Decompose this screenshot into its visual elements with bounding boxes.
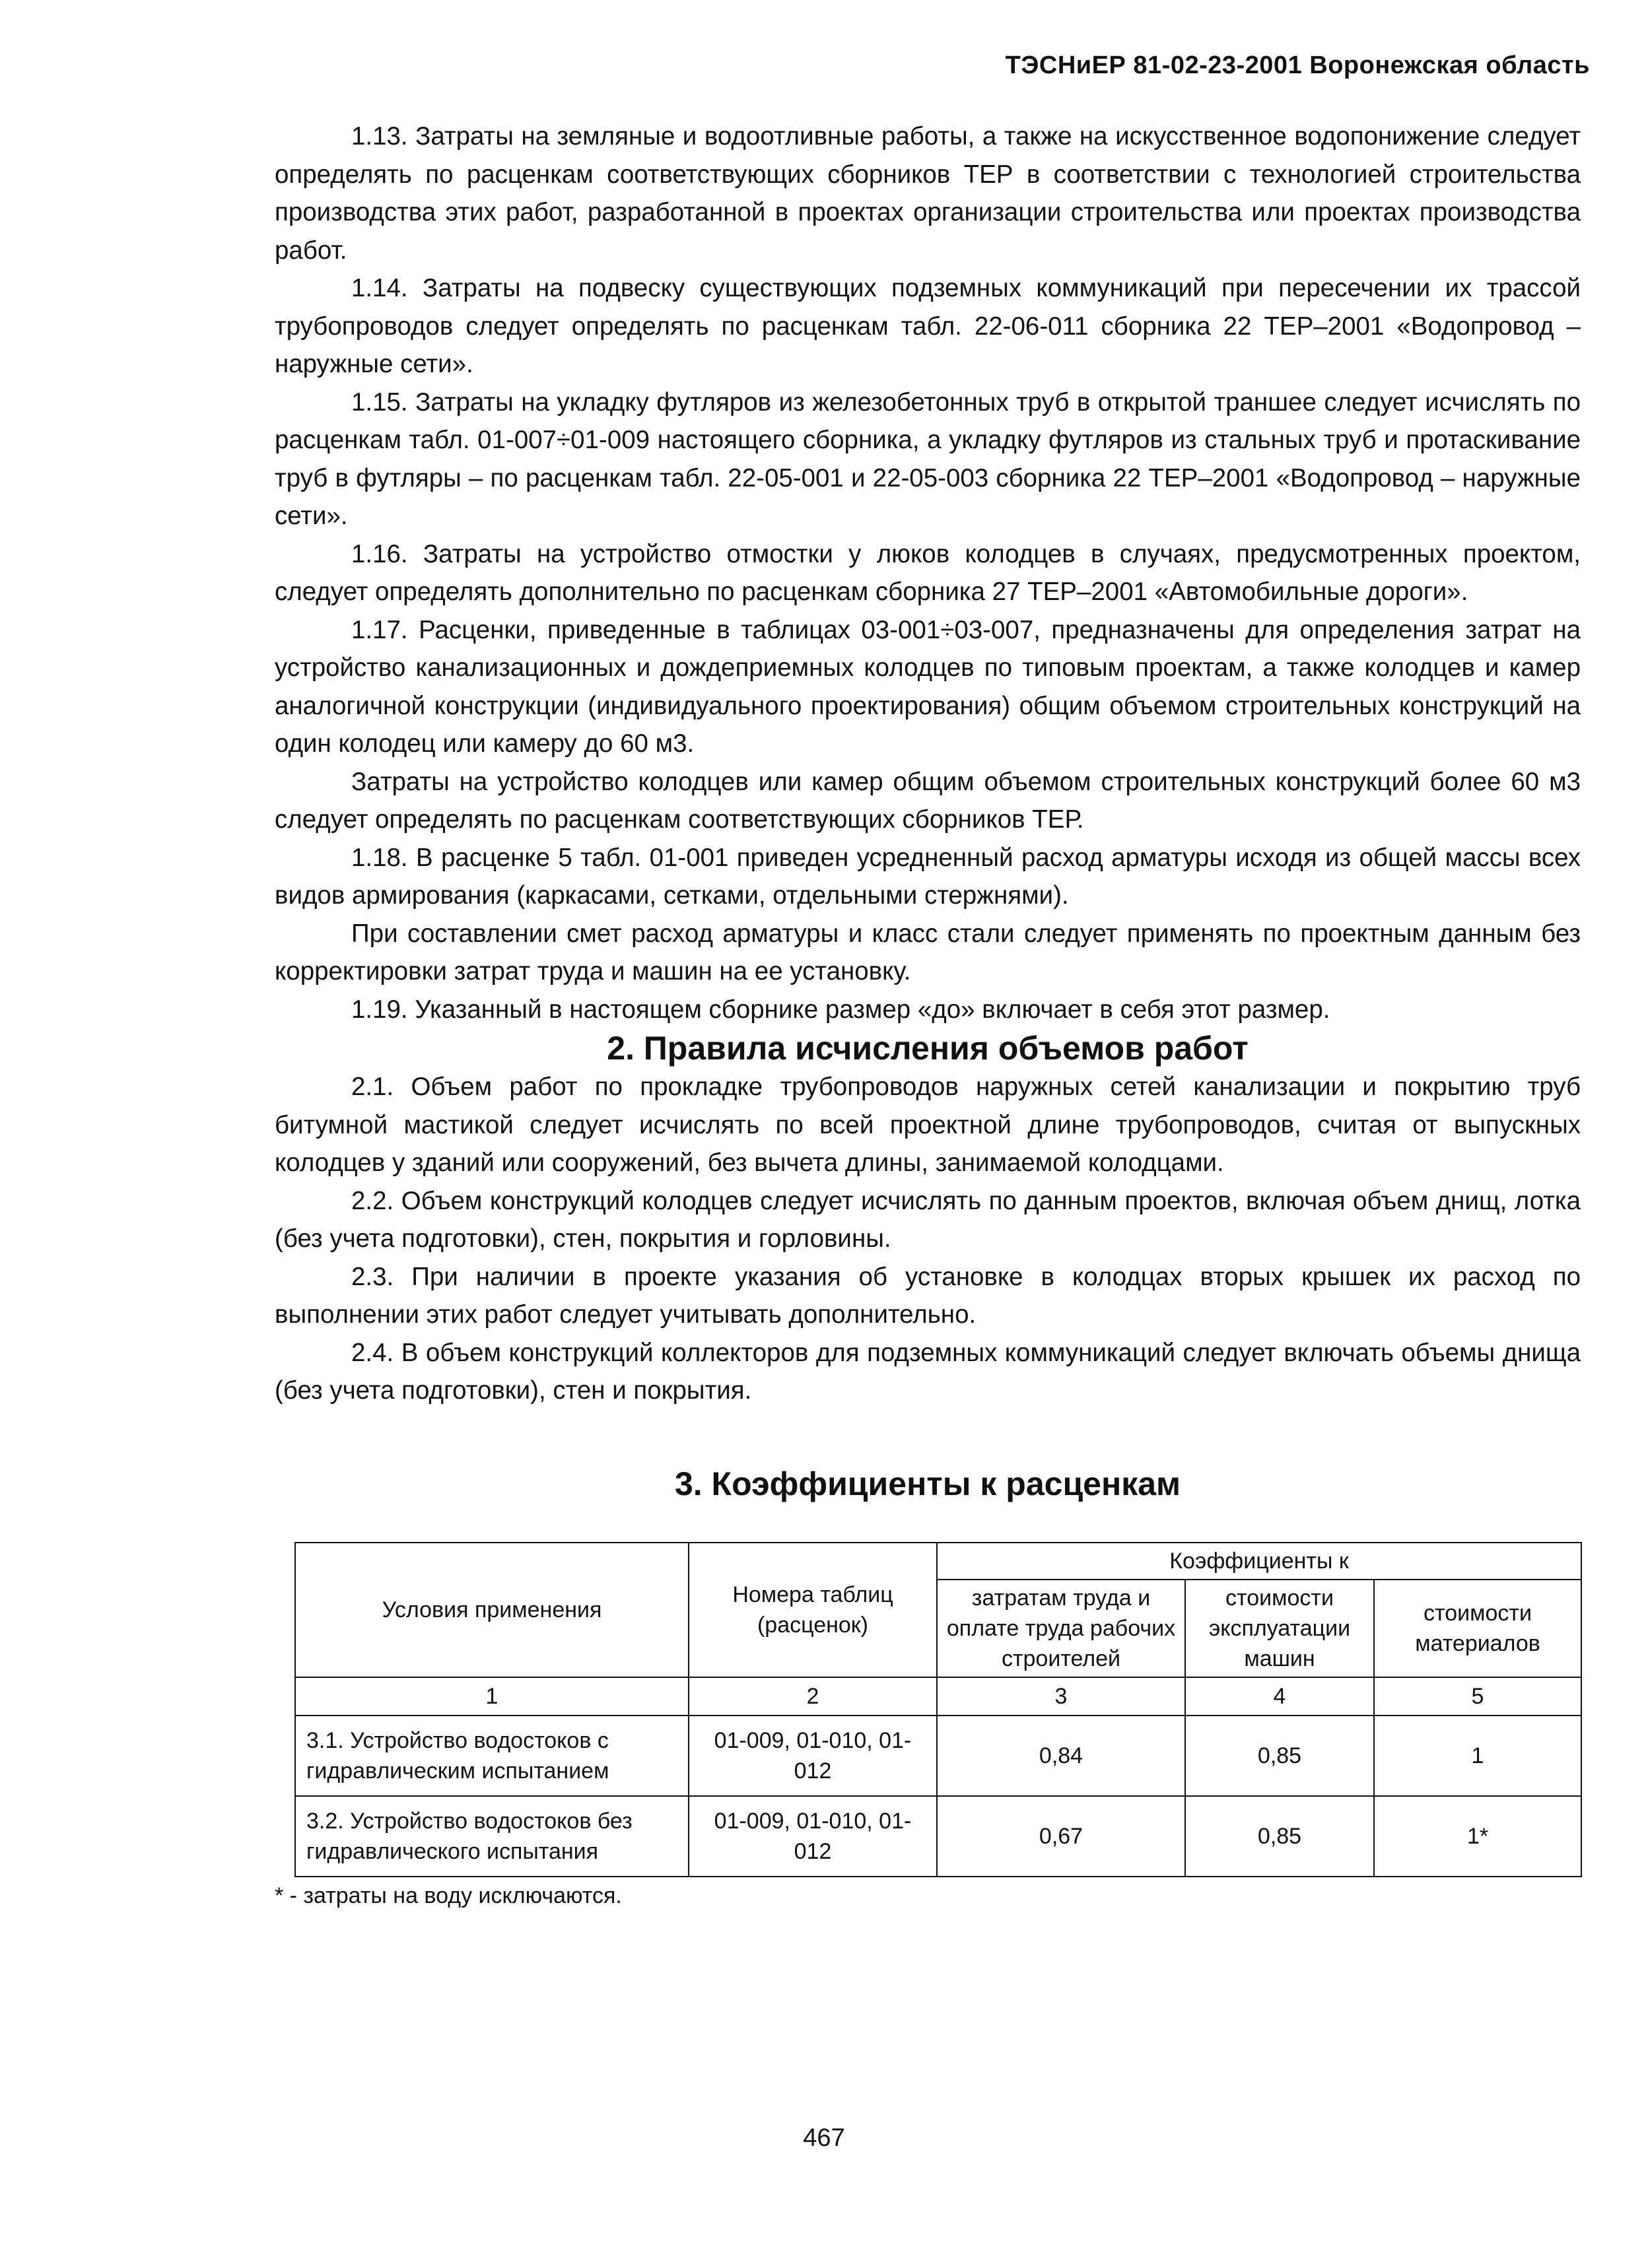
cell-tables: 01-009, 01-010, 01-012 xyxy=(689,1716,937,1796)
paragraph-1-14: 1.14. Затраты на подвеску существующих подземных коммуникаций при пересечении их трассой трубопроводов следует определять по расценкам табл. 22-06-011 сборника 22 ТЕР–2001 «Водопровод – наружные сети». xyxy=(275,274,1581,378)
header-materials: стоимости материалов xyxy=(1374,1580,1581,1677)
cell-labor: 0,84 xyxy=(937,1716,1185,1796)
table-column-numbers-row xyxy=(295,1677,1581,1716)
column-number: 5 xyxy=(1374,1677,1581,1716)
cell-machines: 0,85 xyxy=(1185,1716,1374,1796)
paragraph-2-1: 2.1. Объем работ по прокладке трубопроводов наружных сетей канализации и покрытию труб битумной мастикой следует исчислять по всей проектной длине трубопроводов, считая от выпускных колодцев у зданий или сооружений, без вычета длины, занимаемой колодцами. xyxy=(275,1073,1581,1177)
section-3-title: 3. Коэффициенты к расценкам xyxy=(674,1465,1181,1502)
column-number: 1 xyxy=(295,1677,689,1716)
table-row xyxy=(295,1796,1581,1877)
paragraph-1-17: 1.17. Расценки, приведенные в таблицах 03-001÷03-007, предназначены для определения затрат на устройство канализационных и дождеприемных колодцев по типовым проектам, а также колодцев и камер аналогичной конструкции (индивидуального проектирования) общим объемом строительных конструкций на один колодец или камеру до 60 м3. xyxy=(275,615,1581,758)
paragraph-1-16: 1.16. Затраты на устройство отмостки у люков колодцев в случаях, предусмотренных проектом, следует определять дополнительно по расценкам сборника 27 ТЕР–2001 «Автомобильные дороги». xyxy=(275,539,1581,606)
cell-condition: 3.1. Устройство водостоков с гидравлическим испытанием xyxy=(295,1716,689,1796)
table-row xyxy=(295,1716,1581,1796)
paragraph-1-19: 1.19. Указанный в настоящем сборнике размер «до» включает в себя этот размер. xyxy=(351,995,1330,1024)
header-coefficients-group: Коэффициенты к xyxy=(937,1543,1581,1580)
column-number: 4 xyxy=(1185,1677,1374,1716)
cell-condition: 3.2. Устройство водостоков без гидравлического испытания xyxy=(295,1796,689,1877)
paragraph-2-4: 2.4. В объем конструкций коллекторов для подземных коммуникаций следует включать объемы днища (без учета подготовки), стен и покрытия. xyxy=(275,1338,1581,1405)
page-number: 467 xyxy=(803,2124,845,2152)
paragraph-2-3: 2.3. При наличии в проекте указания об установке в колодцах вторых крышек их расход по выполнении этих работ следует учитывать дополнительно. xyxy=(275,1262,1581,1329)
body-text xyxy=(275,117,1581,1915)
paragraph-1-18-cont: При составлении смет расход арматуры и класс стали следует применять по проектным данным без корректировки затрат труда и машин на ее установку. xyxy=(275,919,1581,985)
header-conditions: Условия применения xyxy=(295,1543,689,1677)
cell-tables: 01-009, 01-010, 01-012 xyxy=(689,1796,937,1877)
column-number: 2 xyxy=(689,1677,937,1716)
cell-materials: 1 xyxy=(1374,1716,1581,1796)
table-footnote: * - затраты на воду исключаются. xyxy=(275,1883,622,1908)
section-2-title: 2. Правила исчисления объемов работ xyxy=(607,1030,1249,1067)
header-table-numbers: Номера таблиц (расценок) xyxy=(689,1543,937,1677)
header-labor: затратам труда и оплате труда рабочих строителей xyxy=(937,1580,1185,1677)
coefficients-table-wrap xyxy=(294,1542,1581,1877)
coefficients-table xyxy=(294,1542,1582,1877)
header-machines: стоимости эксплуатации машин xyxy=(1185,1580,1374,1677)
cell-materials: 1* xyxy=(1374,1796,1581,1877)
cell-labor: 0,67 xyxy=(937,1796,1185,1877)
paragraph-1-13: 1.13. Затраты на земляные и водоотливные работы, а также на искусственное водопонижение следует определять по расценкам соответствующих сборников ТЕР в соответствии с технологией строительства производства этих работ, разработанной в проектах организации строительства или проектах производства работ. xyxy=(275,122,1581,265)
paragraph-2-2: 2.2. Объем конструкций колодцев следует исчислять по данным проектов, включая объем днищ, лотка (без учета подготовки), стен, покрытия и горловины. xyxy=(275,1186,1581,1253)
running-header: ТЭСНиЕР 81-02-23-2001 Воронежская область xyxy=(1005,51,1590,79)
paragraph-1-15: 1.15. Затраты на укладку футляров из железобетонных труб в открытой траншее следует исчислять по расценкам табл. 01-007÷01-009 настоящего сборника, а укладку футляров из стальных труб и протаскивание труб в футляры – по расценкам табл. 22-05-001 и 22-05-003 сборника 22 ТЕР–2001 «Водопровод – наружные сети». xyxy=(275,387,1581,530)
paragraph-1-17-cont: Затраты на устройство колодцев или камер общим объемом строительных конструкций более 60 м3 следует определять по расценкам соответствующих сборников ТЕР. xyxy=(275,767,1581,834)
cell-machines: 0,85 xyxy=(1185,1796,1374,1877)
paragraph-1-18: 1.18. В расценке 5 табл. 01-001 приведен усредненный расход арматуры исходя из общей массы всех видов армирования (каркасами, сетками, отдельными стержнями). xyxy=(275,843,1581,910)
column-number: 3 xyxy=(937,1677,1185,1716)
table-header-row xyxy=(295,1543,1581,1580)
